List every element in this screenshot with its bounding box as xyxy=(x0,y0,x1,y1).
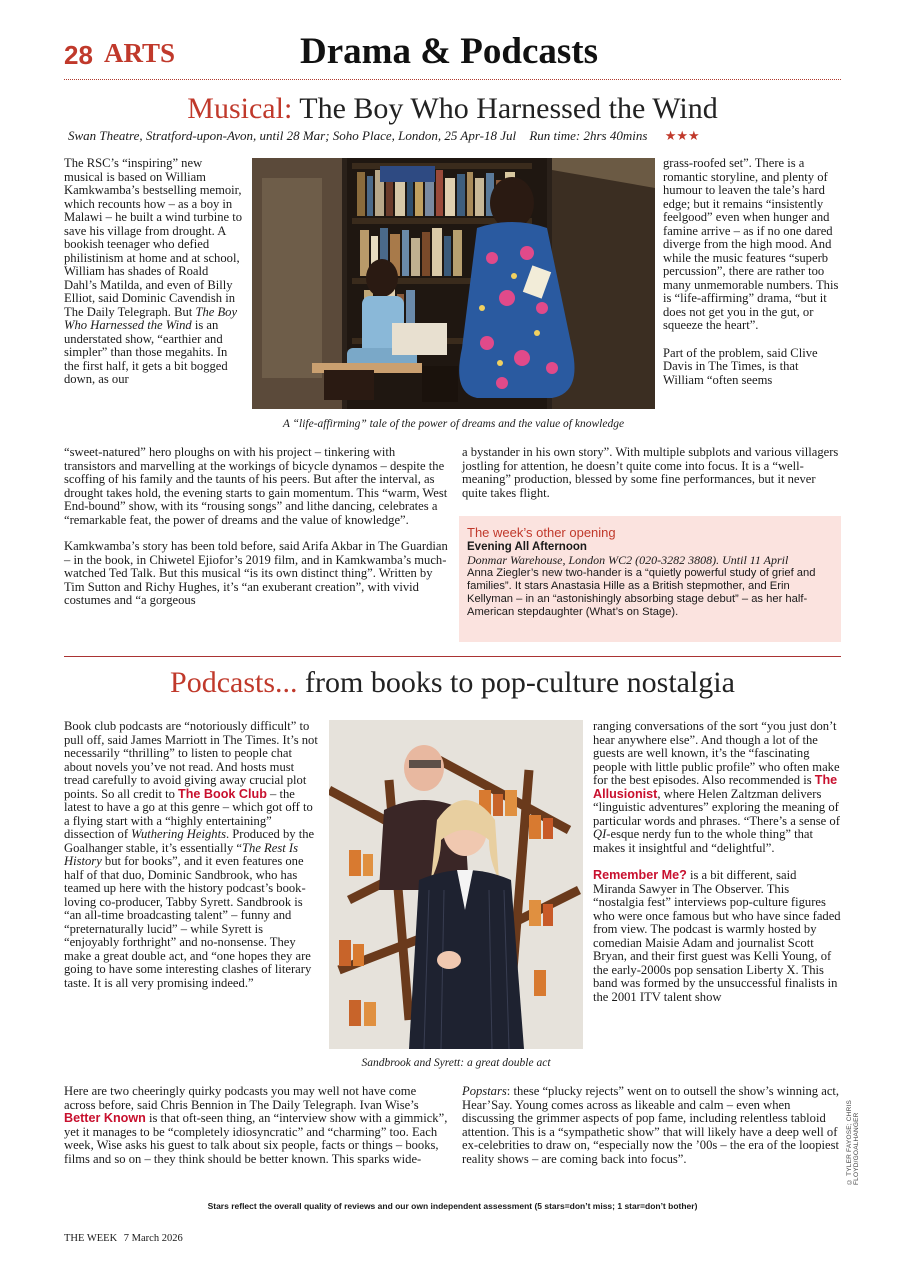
musical-headline xyxy=(64,92,841,126)
stars-note: Stars reflect the overall quality of reviews and our own independent assessment (5 stars=don’t miss; 1 star=don’t bother) xyxy=(207,1201,698,1211)
musical-photo xyxy=(252,158,655,409)
podcasts-headline xyxy=(64,666,841,700)
podcasts-label: Podcasts... xyxy=(170,666,298,699)
other-opening-heading: The week’s other opening xyxy=(467,525,616,540)
podcasts-title: from books to pop-culture nostalgia xyxy=(305,666,735,699)
podcasts-photo-caption: Sandbrook and Syrett: a great double act xyxy=(361,1057,551,1069)
hosts-portrait-image xyxy=(329,720,583,1049)
publication-name: THE WEEK xyxy=(64,1233,118,1244)
better-known-title: Better Known xyxy=(64,1111,146,1125)
musical-photo-caption: A “life-affirming” tale of the power of dreams and the value of knowledge xyxy=(282,418,625,430)
other-opening-show: Evening All Afternoon xyxy=(467,541,587,553)
page-number: 28 xyxy=(64,40,93,70)
podcasts-photo xyxy=(329,720,583,1049)
section-label: ARTS xyxy=(104,38,176,68)
section-divider xyxy=(64,656,841,657)
musical-column-1-continued: “sweet-natured” hero ploughs on with his project – tinkering with transistors and marvelling at the workings of bicycle dynamos – despite the scoffing of his family and the taunts of his peers. But after the interval, as drought takes hold, the evening starts to gain momentum. This “warm, West End-bound” show, with its “rousing songs” and lithe dancing, celebrates a “remarkable feat, the power of dreams and the value of knowledge”. Kamkwamba’s story has been told before, said Arifa Akbar in The Guardian – in the book, in Chiwetel Ejiofor’s 2019 film, and in Kamkwamba’s much-watched Ted Talk. But this musical “is its own distinct thing”. Written by Tim Sutton and Richy Hughes, it’s “an exuberant creation”, with vivid costumes and “a gorgeous xyxy=(64,445,448,607)
musical-info-line xyxy=(64,128,841,144)
musical-stars: ★★★ xyxy=(664,128,700,143)
podcasts-column-1: Book club podcasts are “notoriously difficult” to pull off, said James Marriott in The Times. It’s not necessarily “thrilling” to listen to people chat about novels you’ve not read. And hosts must tread carefully to avoid giving away crucial plot points. So all credit to The Book Club – the latest to have a go at this genre – which got off to a flying start with a “highly entertaining” dissection of Wuthering Heights. Produced by the Goalhanger stable, it’s essentially “The Rest Is History but for books”, and it even features one half of that duo, Dominic Sandbrook, who has teamed up here with the history podcast’s book-loving co-producer, Tabby Syrett. Sandbrook is “an all-time broadcasting talent” – funny and “preternaturally lucid” – while Syrett is “enjoyably forthright” and no-nonsense. They make a great double act, and “one hopes they are going to have some interesting clashes of literary taste. It is all very promising indeed.” xyxy=(64,719,318,990)
page-title: Drama & Podcasts xyxy=(300,31,599,72)
podcasts-column-1-continued: Here are two cheeringly quirky podcasts you may well not have come across before, said Chris Bennion in The Daily Telegraph. Ivan Wise’s Better Known is that oft-seen thing, an “interview show with a gimmick”, yet it manages to be “completely idiosyncratic” and “charming” too. Each week, Wise asks his guest to talk about six people, facts or things – books, films and so on – they think should be better known. This sparks wide- xyxy=(64,1084,448,1166)
other-opening-box xyxy=(459,516,841,642)
musical-runtime: Run time: 2hrs 40mins xyxy=(529,128,648,143)
page-header xyxy=(64,31,841,78)
musical-venue: Swan Theatre, Stratford-upon-Avon, until 28 Mar; Soho Place, London, 25 Apr-18 Jul xyxy=(68,128,517,143)
podcasts-column-3: ranging conversations of the sort “you just don’t hear anywhere else”. And though a lot of the guests are well known, it’s the “fascinating people with little public profile” who often make for the best episodes. Also recommended is The Allusionist, where Helen Zaltzman delivers “linguistic adventures” exploring the meaning of particular words and phrases. “There’s a sense of QI-esque nerdy fun to the whole thing” that makes it insightful and “delightful”. Remember Me? is a bit different, said Miranda Sawyer in The Observer. This “nostalgia fest” interviews pop-culture figures who were once famous but who have since faded from view. The podcast is warmly hosted by comedian Maisie Adam and journalist Scott Bryan, and their first guest was Kelli Young, of the early-2000s pop sensation Liberty X. This band was formed by the unsuccessful finalists in the 2001 ITV talent show xyxy=(593,719,841,1004)
podcasts-column-2-continued: Popstars: these “plucky rejects” went on to outsell the show’s winning act, Hear’Say. Young comes across as likeable and calm – even when discussing the grimmer aspects of pop fame, including relentless tabloid attention. This is a “sympathetic show” that will likely have a deep well of ex-celebrities to draw on, “especially now the ’00s – the era of the loopiest reality shows – are coming back into focus”. xyxy=(462,1084,840,1166)
musical-title: The Boy Who Harnessed the Wind xyxy=(299,92,718,125)
header-divider xyxy=(64,79,841,80)
other-opening-body: Anna Ziegler’s new two-hander is a “quietly powerful study of grief and families”. It stars Anastasia Hille as a British stepmother, and Erin Kellyman – in an “astonishingly absorbing stage debut” – as her half-American stepdaughter (What’s on Stage). xyxy=(467,567,816,618)
other-opening-venue: Donmar Warehouse, London WC2 (020-3282 3808). Until 11 April xyxy=(467,553,789,567)
musical-column-1: The RSC’s “inspiring” new musical is based on William Kamkwamba’s bestselling memoir, which recounts how – as a boy in Malawi – he built a wind turbine to save his village from drought. A bookish teenager who defied philistinism at home and at school, William has shades of Roald Dahl’s Matilda, and even of Billy Elliot, said Dominic Cavendish in The Daily Telegraph. But The Boy Who Harnessed the Wind is an understated show, “earthier and simpler” than those megahits. In the first half, it gets a bit bogged down, as our xyxy=(64,156,243,386)
issue-date: 7 March 2026 xyxy=(123,1233,183,1244)
the-book-club-title: The Book Club xyxy=(178,786,267,801)
publication-footer xyxy=(64,1233,183,1244)
musical-column-3: grass-roofed set”. There is a romantic storyline, and plenty of humour to leaven the tale’s hard edge; but it remains “insistently feelgood” even when hunger and famine arrive – as if no one dared diverge from the high mood. And while the music features “superb percussion”, there are rather too many unmemorable numbers. This is “life-affirming” drama, “but it does not get you in the gut, or squeeze the heart”. Part of the problem, said Clive Davis in The Times, is that William “often seems xyxy=(663,156,839,387)
remember-me-title: Remember Me? xyxy=(593,868,687,882)
stage-scene-image xyxy=(252,158,655,409)
musical-label: Musical: xyxy=(187,92,293,125)
photo-credit: © TYLER FAYOSE; CHRIS FLOYD/GOALHANGER xyxy=(846,1099,860,1185)
musical-column-2-continued: a bystander in his own story”. With multiple subplots and various villagers jostling for attention, he doesn’t quite come into focus. It is a “well-meaning” production, blessed by some fine performances, but it never quite takes flight. xyxy=(462,445,839,500)
the-allusionist-title: The Allusionist xyxy=(593,773,838,801)
